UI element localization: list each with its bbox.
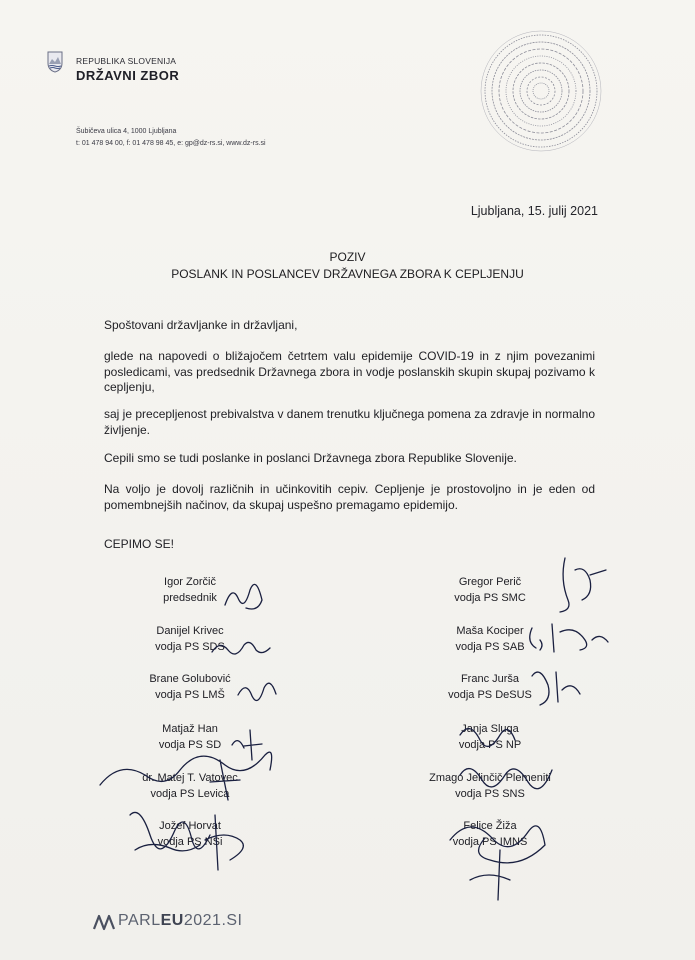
signatory-name: Gregor Perič: [458, 576, 522, 588]
letter-date: Ljubljana, 15. julij 2021: [470, 204, 598, 218]
signatory-role: vodja PS LMŠ: [155, 689, 225, 701]
signatory-name: Danijel Krivec: [156, 625, 224, 637]
signatory-role: vodja PS NSi: [157, 836, 223, 848]
signatory-role: vodja PS NP: [458, 739, 522, 751]
signatory-name: Maša Kociper: [456, 625, 524, 637]
official-stamp: [476, 26, 606, 156]
signatory-role: vodja PS Levica: [150, 788, 230, 800]
signatory-role: vodja PS SNS: [455, 788, 525, 800]
signatory-name: dr. Matej T. Vatovec: [142, 772, 238, 784]
institution-name: DRŽAVNI ZBOR: [76, 68, 180, 83]
signatory-name: Igor Zorčič: [164, 576, 216, 588]
signatory-role: vodja PS SMC: [454, 592, 526, 604]
paragraph: glede na napovedi o bližajočem četrtem valu epidemije COVID-19 in z njim povezanimi posledicami, vas predsednik Državnega zbora in vodje poslanskih skupin skupaj pozivamo k cepljenju,: [104, 349, 595, 394]
salutation: Spoštovani državljanke in državljani,: [104, 318, 298, 332]
signatory-role: vodja PS IMNS: [452, 836, 528, 848]
signatory-name: Brane Golubović: [149, 673, 231, 685]
signatory-name: Jožef Horvat: [159, 820, 221, 832]
address-line: Šubičeva ulica 4, 1000 Ljubljana: [76, 128, 177, 135]
signatory-name: Franc Jurša: [460, 673, 520, 685]
footer-logo: [118, 912, 243, 930]
letter-title: POZIV: [329, 250, 366, 264]
paragraph: Cepili smo se tudi poslanke in poslanci Državnega zbora Republike Slovenije.: [104, 451, 517, 465]
signatory-role: vodja PS SD: [158, 739, 222, 751]
footer-eu: EU: [160, 912, 184, 929]
paragraph: saj je precepljenost prebivalstva v danem trenutku ključnega pomena za zdravje in normalno življenje.: [104, 407, 595, 437]
coat-of-arms-icon: [47, 51, 63, 73]
letter-subtitle: POSLANK IN POSLANCEV DRŽAVNEGA ZBORA K CEPLJENJU: [171, 267, 524, 281]
footer-suffix: 2021.SI: [183, 912, 243, 929]
paragraph: Na voljo je dovolj različnih in učinkovitih cepiv. Cepljenje je prostovoljno in je eden od pomembnejših načinov, da skupaj uspešno premagamo epidemijo.: [104, 482, 595, 512]
signatory-name: Matjaž Han: [162, 723, 218, 735]
signatory-name: Janja Sluga: [461, 723, 519, 735]
signatory-name: Zmago Jelinčič Plemeniti: [429, 772, 551, 784]
address-block: [76, 126, 266, 150]
signatory-role: vodja PS DeSUS: [448, 689, 532, 701]
parleu-logo-icon: [93, 913, 119, 931]
signatory-name: Felice Žiža: [463, 820, 517, 832]
contact-line: t: 01 478 94 00, f: 01 478 98 45, e: gp@dz-rs.si, www.dz-rs.si: [76, 140, 266, 147]
closing-line: CEPIMO SE!: [104, 537, 175, 551]
footer-prefix: PARL: [118, 912, 161, 929]
signatory-role: vodja PS SDS: [155, 641, 225, 653]
republic-label: REPUBLIKA SLOVENIJA: [76, 56, 177, 66]
signatory-role: vodja PS SAB: [455, 641, 525, 653]
signatory-role: predsednik: [163, 592, 217, 604]
